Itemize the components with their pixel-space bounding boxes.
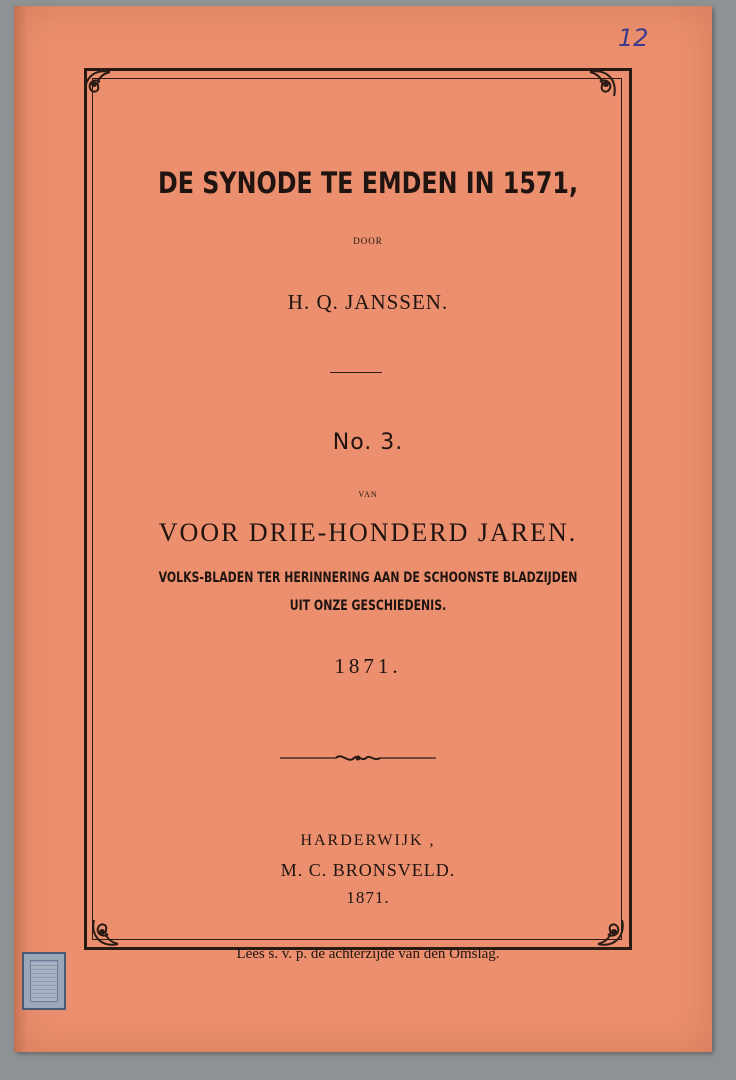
issue-number: No. 3. bbox=[332, 430, 404, 455]
by-label: DOOR bbox=[353, 236, 383, 246]
corner-ornament-icon bbox=[592, 914, 628, 950]
corner-ornament-icon bbox=[584, 66, 620, 102]
book-title: DE SYNODE TE EMDEN IN 1571, bbox=[157, 166, 579, 200]
imprint-publisher: M. C. BRONSVELD. bbox=[280, 860, 456, 880]
imprint-city: HARDERWIJK , bbox=[300, 832, 436, 849]
series-year: 1871. bbox=[334, 654, 402, 678]
corner-ornament-icon bbox=[80, 66, 116, 102]
handwritten-mark: 12 bbox=[618, 24, 649, 52]
border-frame-inner bbox=[92, 78, 622, 940]
of-label: VAN bbox=[358, 490, 378, 499]
series-subtitle-line2: UIT ONZE GESCHIEDENIS. bbox=[289, 598, 447, 614]
library-label-sticker bbox=[22, 952, 66, 1010]
series-title: VOOR DRIE-HONDERD JAREN. bbox=[158, 518, 578, 547]
flourish-ornament-icon bbox=[278, 750, 438, 766]
imprint-year: 1871. bbox=[346, 888, 390, 907]
series-subtitle-line1: VOLKS-BLADEN TER HERINNERING AAN DE SCHOONSTE BLADZIJDEN bbox=[158, 570, 578, 586]
author-name: H. Q. JANSSEN. bbox=[287, 290, 449, 314]
footnote: Lees s. v. p. de achterzijde van den Omslag. bbox=[236, 946, 500, 962]
divider-rule bbox=[330, 372, 382, 373]
corner-ornament-icon bbox=[88, 914, 124, 950]
